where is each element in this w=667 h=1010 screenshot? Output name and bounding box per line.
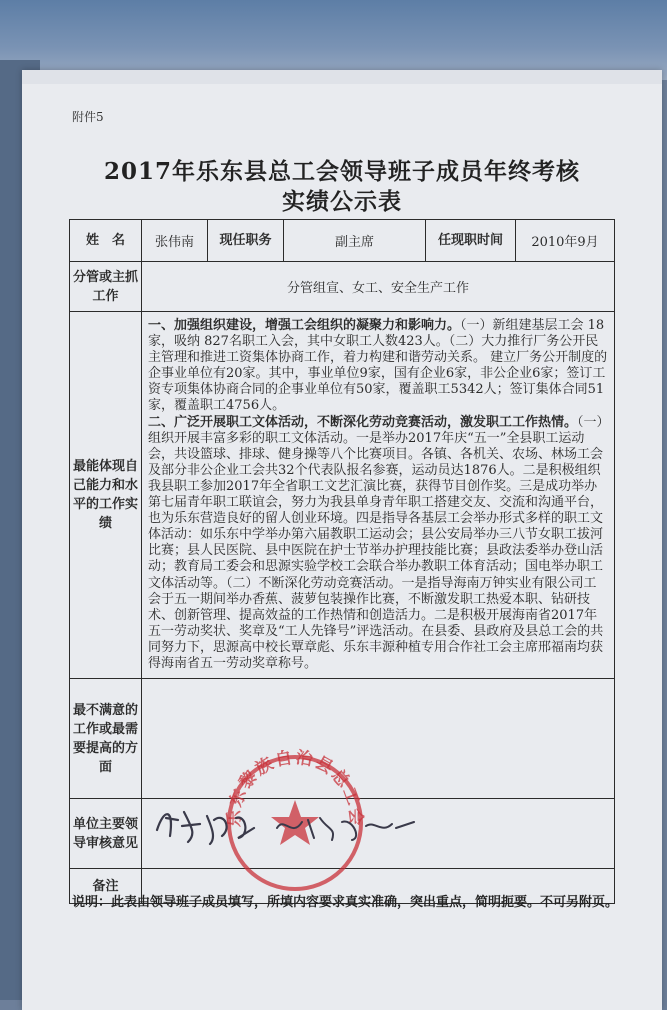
seal-text: 乐东黎族自治县总工会 — [224, 748, 366, 828]
name-value: 张伟南 — [142, 220, 208, 262]
table-row — [70, 262, 615, 312]
review-label: 单位主要领导审核意见 — [70, 799, 142, 869]
achievements-text-2: （一）组织开展丰富多彩的职工文体活动。一是举办2017年庆“五一”全县职工运动会，共设篮球、排球、健身操等八个比赛项目。各镇、各机关、农场、林场工会及部分非公企业工会共32个代表队报名参赛，运动员达1876人。二是积极组织我县职工参加2017年全省职工文艺汇演比赛，获得节目创作奖。三是成功举办第七届青年职工联谊会，努力为我县单身青年职工搭建交友、交流和沟通平台，也为乐东营造良好的留人创业环境。四是指导各基层工会举办形式多样的职工文体活动：如乐东中学举办第六届教职工运动会；县公安局举办三八节女职工拔河比赛；县人民医院、县中医院在护士节举办护理技能比赛；县政法委举办登山活动；教育局工委会和思源实验学校工会联合举办教职工体育活动；国电举办职工文体活动等。（二）不断深化劳动竞赛活动。一是指导海南万钟实业有限公司工会于五一期间举办香蕉、菠萝包装操作比赛，不断激发职工热爱本职、钻研技术、创新管理、提高效益的工作热情和创造活力。二是积极开展海南省2017年五一劳动奖状、奖章及“工人先锋号”评选活动。在县委、县政府及县总工会的共同努力下，思源高中校长覃章彪、乐东丰源种植专用合作社工会主席邢福南均获得海南省五一劳动奖章称号。 — [148, 414, 604, 671]
position-label: 现任职务 — [208, 220, 284, 262]
duty-value: 分管组宣、女工、安全生产工作 — [142, 262, 615, 312]
achievements-heading-1: 一、加强组织建设，增强工会组织的凝聚力和影响力。 — [148, 318, 461, 333]
handwritten-signature — [152, 798, 422, 848]
achievements-content — [142, 312, 615, 679]
title-line-2: 实绩公示表 — [282, 188, 402, 215]
name-label: 姓 名 — [70, 220, 142, 262]
achievements-text-1: （一）新组建基层工会 18家，吸纳 827名职工入会，其中女职工人数423人。（二）大力推行厂务公开民主管理和推进工资集体协商工作，着力构建和谐劳动关系。 建立厂务公开制度的企事业单位有20家。其中，事业单位9家，国有企业6家，非公企业6家；签订工资专项集体协商合同的企事业单位有50家，覆盖职工5342人；签订集体合同51家，覆盖职工4756人。 — [148, 318, 608, 414]
achievements-label: 最能体现自己能力和水平的工作实绩 — [70, 312, 142, 679]
table-row — [70, 312, 615, 679]
improvement-value — [142, 679, 615, 799]
table-row — [70, 220, 615, 262]
duty-label: 分管或主抓工作 — [70, 262, 142, 312]
tenure-value: 2010年9月 — [516, 220, 615, 262]
title-line-1: 2017年乐东县总工会领导班子成员年终考核 — [103, 158, 580, 185]
document-sheet — [22, 70, 662, 1010]
sheet-fold — [22, 70, 662, 84]
footer-note: 说明：此表由领导班子成员填写，所填内容要求真实准确，突出重点，简明扼要。不可另附页。 — [72, 895, 619, 910]
background-top — [0, 0, 667, 80]
improvement-label: 最不满意的工作或最需要提高的方面 — [70, 679, 142, 799]
achievements-heading-2: 二、广泛开展职工文体活动，不断深化劳动竞赛活动，激发职工工作热情。 — [148, 414, 578, 430]
attachment-label: 附件5 — [72, 110, 104, 124]
tenure-label: 任现职时间 — [426, 220, 516, 262]
remarks-label: 备注 — [70, 869, 142, 904]
position-value: 副主席 — [284, 220, 426, 262]
